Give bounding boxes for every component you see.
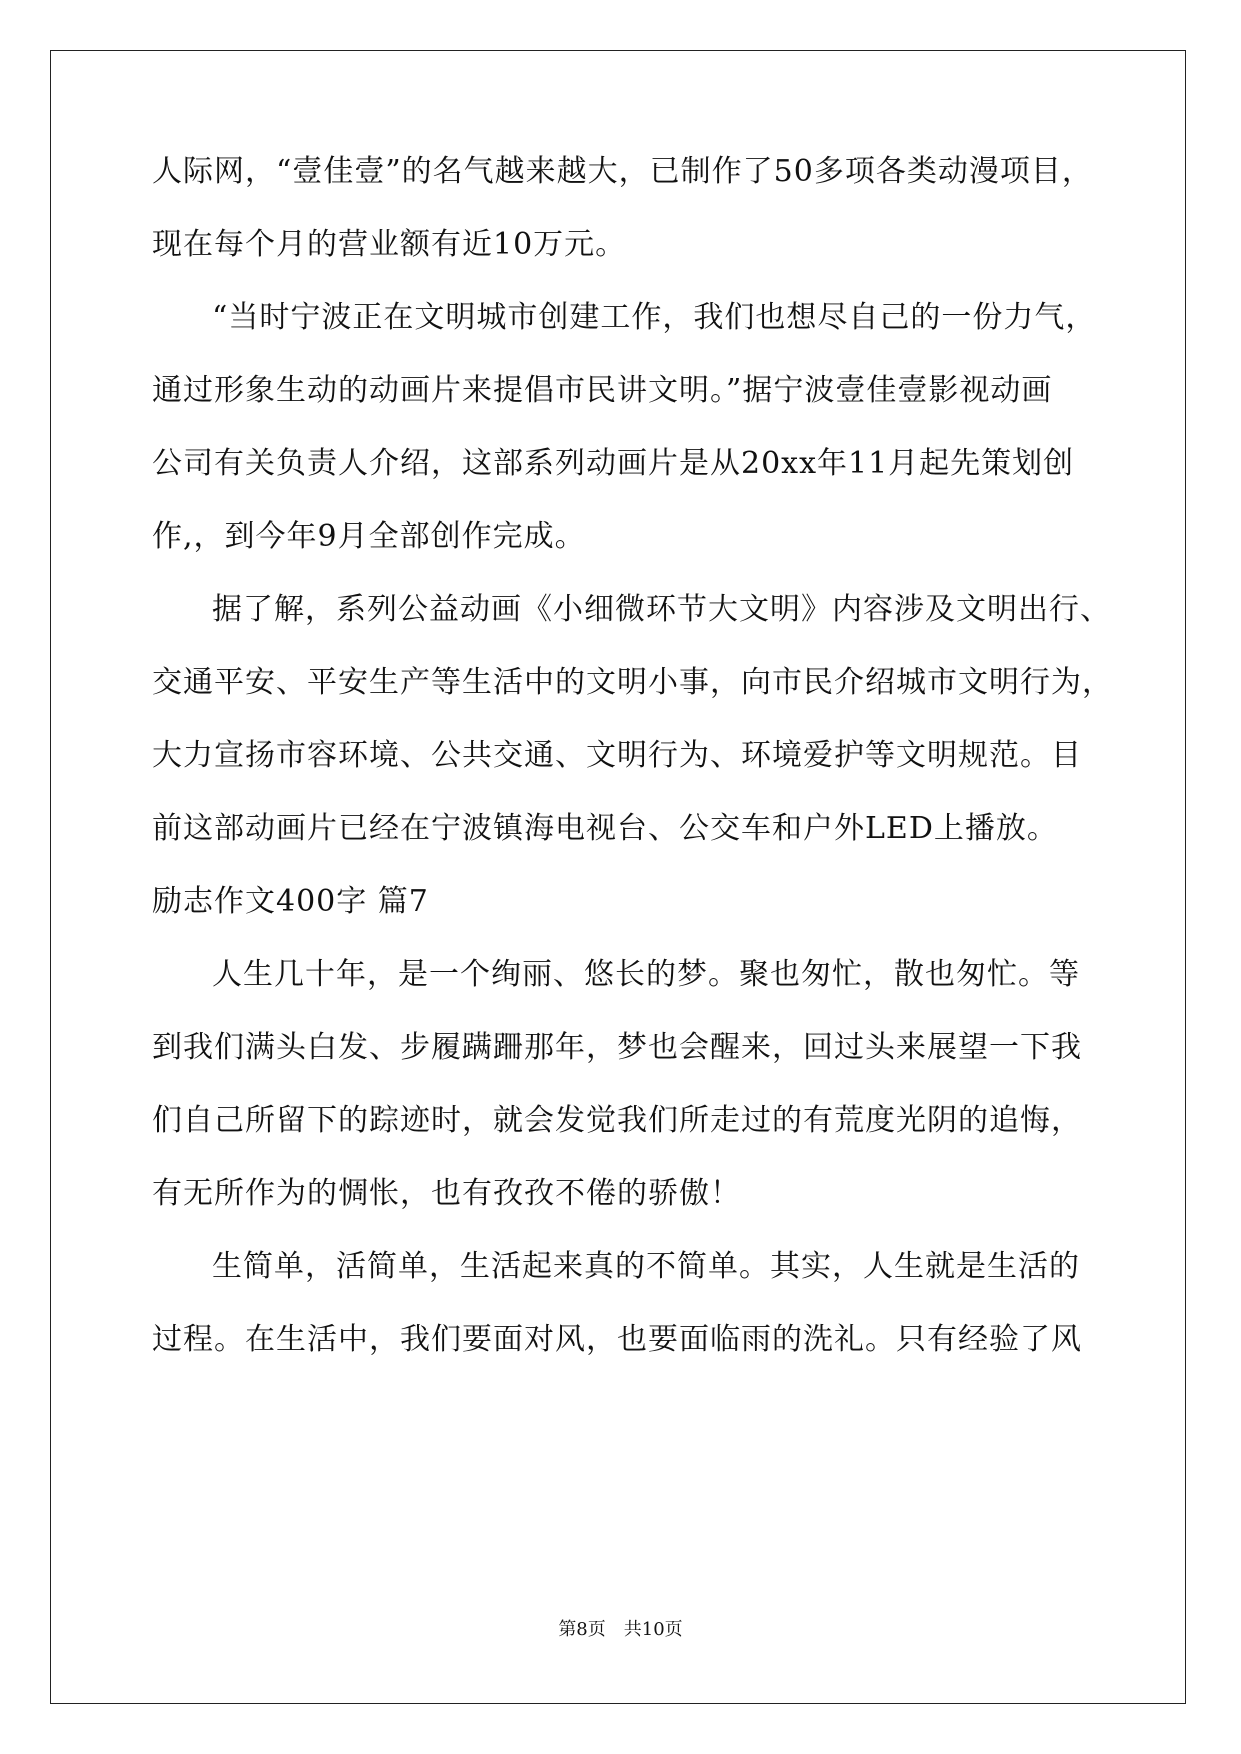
text-line: 人际网，“壹佳壹”的名气越来越大，已制作了50多项各类动漫项目， — [152, 154, 1093, 189]
text-line: 现在每个月的营业额有近10万元。 — [152, 227, 627, 262]
text-line: 交通平安、平安生产等生活中的文明小事，向市民介绍城市文明行为， — [152, 665, 1113, 700]
page-number-current: 第8页 — [558, 1619, 606, 1640]
text-line: 通过形象生动的动画片来提倡市民讲文明。”据宁波壹佳壹影视动画 — [152, 373, 1053, 408]
text-line: 大力宣扬市容环境、公共交通、文明行为、环境爱护等文明规范。目 — [152, 738, 1082, 773]
paragraph-start-line: 生简单，活简单，生活起来真的不简单。其实，人生就是生活的 — [212, 1249, 1080, 1284]
paragraph-start-line: 人生几十年，是一个绚丽、悠长的梦。聚也匆忙，散也匆忙。等 — [212, 957, 1080, 992]
text-line: 过程。在生活中，我们要面对风，也要面临雨的洗礼。只有经验了风 — [152, 1322, 1082, 1357]
text-line: 作,，到今年9月全部创作完成。 — [152, 519, 586, 554]
section-heading: 励志作文400字 篇7 — [152, 884, 429, 919]
paragraph-start-line: “当时宁波正在文明城市创建工作，我们也想尽自己的一份力气， — [212, 300, 1097, 335]
text-line: 公司有关负责人介绍，这部系列动画片是从20xx年11月起先策划创 — [152, 446, 1075, 481]
text-line: 到我们满头白发、步履蹒跚那年，梦也会醒来，回过头来展望一下我 — [152, 1030, 1082, 1065]
page-footer — [0, 1618, 1241, 1642]
paragraph-start-line: 据了解，系列公益动画《小细微环节大文明》内容涉及文明出行、 — [212, 592, 1111, 627]
text-line: 们自己所留下的踪迹时，就会发觉我们所走过的有荒度光阴的追悔， — [152, 1103, 1082, 1138]
text-line: 前这部动画片已经在宁波镇海电视台、公交车和户外LED上播放。 — [152, 811, 1058, 846]
text-line: 有无所作为的惆怅，也有孜孜不倦的骄傲！ — [152, 1176, 741, 1211]
page-number-total: 共10页 — [623, 1619, 683, 1640]
